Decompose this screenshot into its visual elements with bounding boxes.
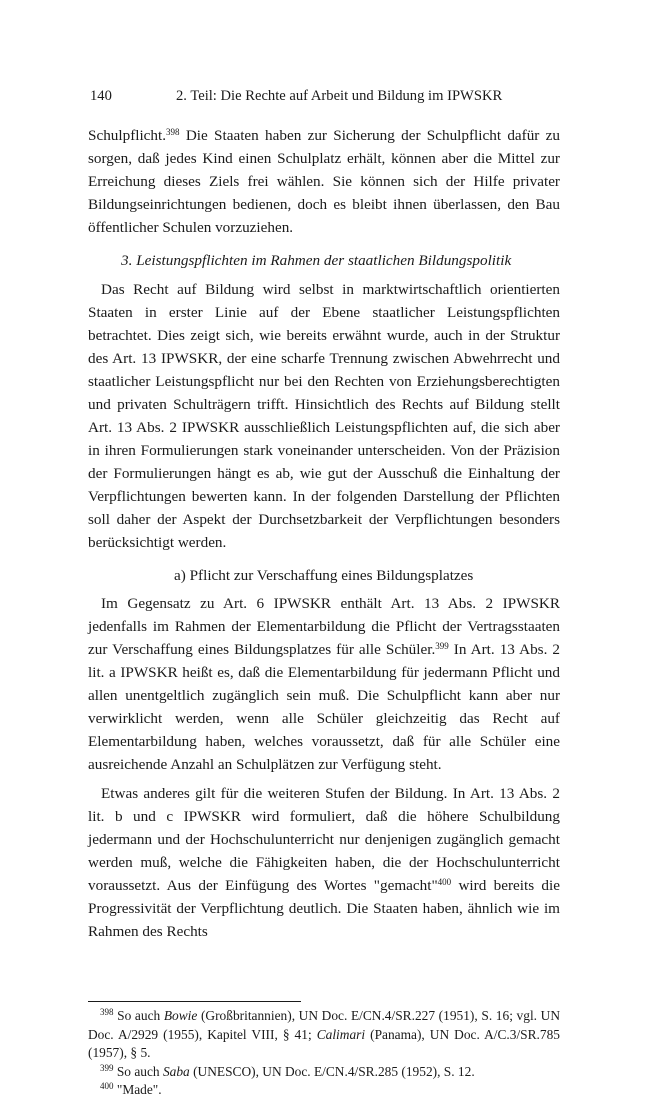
delegate-name: Saba xyxy=(162,1063,190,1079)
text-run: Schulpflicht. xyxy=(88,127,167,144)
page-header xyxy=(88,88,560,110)
text-run: So auch xyxy=(113,1063,163,1079)
text-run: Etwas anderes gilt für die weiteren Stufen der Bildung. In Art. 13 Abs. 2 lit. b und c IPWSKR wird formuliert, daß die höhere Schulbildung jedermann und der Hochschulunterricht nur denjenigen zugänglich gemacht werden muß, welche die Fähigkeiten haben, die der Hochschulunterricht voraussetzt. Aus der Einfügung des Wortes "gemacht" xyxy=(88,785,560,894)
delegate-name: Calimari xyxy=(316,1026,366,1042)
footnotes xyxy=(88,1007,560,1100)
text-run: (Großbritannien), UN Doc. E/CN.4/SR.227 (1951), S. 16; vgl. UN Doc. A/2929 (1955), Kapitel VIII, § 41; xyxy=(88,1008,560,1042)
footnote-number: 400 xyxy=(100,1081,114,1091)
footnote-400 xyxy=(88,1081,560,1100)
running-title: 2. Teil: Die Rechte auf Arbeit und Bildung im IPWSKR xyxy=(176,88,503,104)
text-run: So auch xyxy=(113,1008,164,1023)
section-heading-3: 3. Leistungspflichten im Rahmen der staatlichen Bildungspolitik xyxy=(121,252,512,269)
text-run: Im Gegensatz zu Art. 6 IPWSKR enthält Art. 13 Abs. 2 IPWSKR jedenfalls im Rahmen der Elementarbildung die Pflicht der Vertragsstaaten zur Verschaffung eines Bildungsplatzes für alle Schüler. xyxy=(88,595,560,658)
footnote-399 xyxy=(88,1063,560,1082)
footnote-ref-399: 399 xyxy=(435,641,449,651)
text-run: Die Staaten haben zur Sicherung der Schulpflicht dafür zu sorgen, daß jedes Kind einen Schulplatz erhält, können aber die Mittel zur Erreichung dieses Ziels frei wählen. Sie können sich der Hilfe privater Bildungseinrichtungen bedienen, doch es bleibt ihnen überlassen, den Bau öffentlicher Schulen vorzuziehen. xyxy=(88,127,560,236)
text-run: (Panama), UN Doc. A/C.3/SR.785 (1957), § 5. xyxy=(88,1026,560,1060)
delegate-name: Bowie xyxy=(163,1008,198,1023)
paragraph: Das Recht auf Bildung wird selbst in marktwirtschaftlich orientierten Staaten in erster Linie auf der Ebene staatlicher Leistungspflichten betrachtet. Dies zeigt sich, wie bereits erwähnt wurde, auch in der Struktur des Art. 13 IPWSKR, der eine scharfe Trennung zwischen Abwehrrecht und staatlicher Leistungspflicht nur bei den Rechten von Erziehungsberechtigten und privaten Schulträgern trifft. Hinsichtlich des Rechts auf Bildung stellt Art. 13 Abs. 2 IPWSKR ausschließlich Leistungspflichten auf, die sich aber in ihren Formulierungen stark voneinander unterscheiden. Von der Präzision der Formulierungen hängt es ab, wie gut der Ausschuß die Einhaltung der Verpflichtungen bewerten kann. In der folgenden Darstellung der Pflichten soll daher der Aspekt der Durchsetzbarkeit der Verpflichtungen besonders berücksichtigt werden. xyxy=(88,281,560,551)
footnote-ref-398: 398 xyxy=(166,127,180,137)
main-text xyxy=(88,124,560,943)
text-run: (UNESCO), UN Doc. E/CN.4/SR.285 (1952), S. 12. xyxy=(189,1063,475,1079)
paragraph xyxy=(88,782,560,943)
page-number: 140 xyxy=(90,88,112,104)
footnote-ref-400: 400 xyxy=(437,877,452,887)
text-run: wird bereits die Progressivität der Verpflichtung deutlich. Die Staaten haben, ähnlich wie im Rahmen des Rechts xyxy=(88,877,560,940)
footnote-number: 399 xyxy=(100,1062,114,1073)
footnote-divider xyxy=(88,1001,301,1002)
text-run: In Art. 13 Abs. 2 lit. a IPWSKR heißt es, daß die Elementarbildung für jedermann Pflicht und allen unentgeltlich zugänglich sein muß. Die Schulpflicht kann aber nur verwirklicht werden, wenn alle Schüler gleichzeitig das Recht auf Elementarbildung haben, welches voraussetzt, daß für alle Schüler eine ausreichende Anzahl an Schulplätzen zur Verfügung steht. xyxy=(88,641,561,773)
paragraph-continuation xyxy=(88,124,560,239)
book-page xyxy=(88,88,560,1100)
footnote-398 xyxy=(88,1007,560,1063)
text-run: "Made". xyxy=(113,1082,162,1097)
footnote-number: 398 xyxy=(100,1007,114,1017)
paragraph xyxy=(88,592,560,776)
subsection-heading-a: a) Pflicht zur Verschaffung eines Bildungsplatzes xyxy=(174,567,474,584)
